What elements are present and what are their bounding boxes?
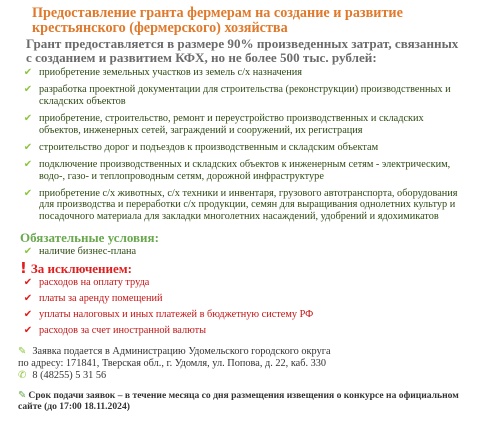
phone-icon: ✆	[18, 369, 27, 381]
mandatory-conditions-title: Обязательные условия:	[20, 229, 159, 245]
check-icon: ✔	[23, 84, 33, 96]
exceptions-list	[18, 277, 462, 337]
mandatory-conditions-list	[18, 246, 462, 258]
list-item: ✔ расходов за счет иностранной валюты	[23, 325, 207, 337]
deadline-note: ✎ Срок подачи заявок – в течение месяца со дня размещения извещения о конкурсе на официальном сайте (до 17:00 18.11.2024)	[18, 389, 459, 413]
check-icon: ✔	[23, 277, 33, 289]
grant-expense-list	[18, 67, 462, 223]
contact-address: по адресу: 171841, Тверская обл., г. Удомля, ул. Попова, д. 22, каб. 330	[18, 357, 327, 369]
list-item: ✔ платы за аренду помещений	[23, 293, 163, 305]
check-icon: ✔	[23, 141, 33, 153]
list-item: ✔ приобретение, строительство, ремонт и переустройство производственных и складских объектов, инженерных сетей, заграждений и сооружений, их регистрация	[23, 112, 424, 136]
list-item: ✔ наличие бизнес-плана	[23, 245, 137, 257]
check-icon: ✔	[23, 293, 33, 305]
list-item: ✔ подключение производственных и складских объектов к инженерным сетям - электрическим, водо-, газо- и теплопроводным сетям, дорожной инфраструктуре	[23, 158, 451, 182]
exceptions-title: ! За исключением:	[20, 259, 132, 278]
list-item: ✔ уплаты налоговых и иных платежей в бюджетную систему РФ	[23, 309, 314, 321]
list-item: ✔ разработка проектной документации для строительства (реконструкции) производственных и складских объектов	[23, 84, 451, 107]
check-icon: ✔	[23, 309, 33, 321]
grant-intro: Грант предоставляется в размере 90% произведенных затрат, связанных с созданием и развитием КФХ, но не более 500 тыс. рублей:	[26, 36, 459, 65]
check-icon: ✔	[23, 187, 33, 199]
check-icon: ✔	[23, 245, 33, 257]
pen-icon: ✎	[18, 345, 27, 357]
check-icon: ✔	[23, 112, 33, 124]
list-item: ✔ расходов на оплату труда	[23, 277, 150, 289]
page-title: Предоставление гранта фермерам на создание и развитие крестьянского (фермерского) хозяйства	[32, 5, 403, 36]
contact-info	[18, 346, 462, 382]
list-item: ✔ приобретение земельных участков из земель с/х назначения	[23, 67, 303, 78]
pen-icon: ✎	[18, 389, 27, 401]
list-item: ✔ строительство дорог и подъездов к производственным и складским объектам	[23, 141, 379, 153]
list-item: ✔ приобретение с/х животных, с/х техники и инвентаря, грузового автотранспорта, оборудования для производства и переработки с/х продукции, семян для выращивания однолетних культур и посадочного материала для закладки многолетних насаждений, удобрений и ядохимикатов	[23, 187, 458, 222]
check-icon: ✔	[23, 158, 33, 170]
check-icon: ✔	[23, 325, 33, 337]
contact-phone: ✆ 8 (48255) 5 31 56	[18, 369, 107, 381]
exclamation-icon: !	[20, 259, 27, 278]
check-icon: ✔	[23, 67, 33, 78]
contact-line-1: ✎ Заявка подается в Администрацию Удомельского городского округа	[18, 345, 331, 357]
